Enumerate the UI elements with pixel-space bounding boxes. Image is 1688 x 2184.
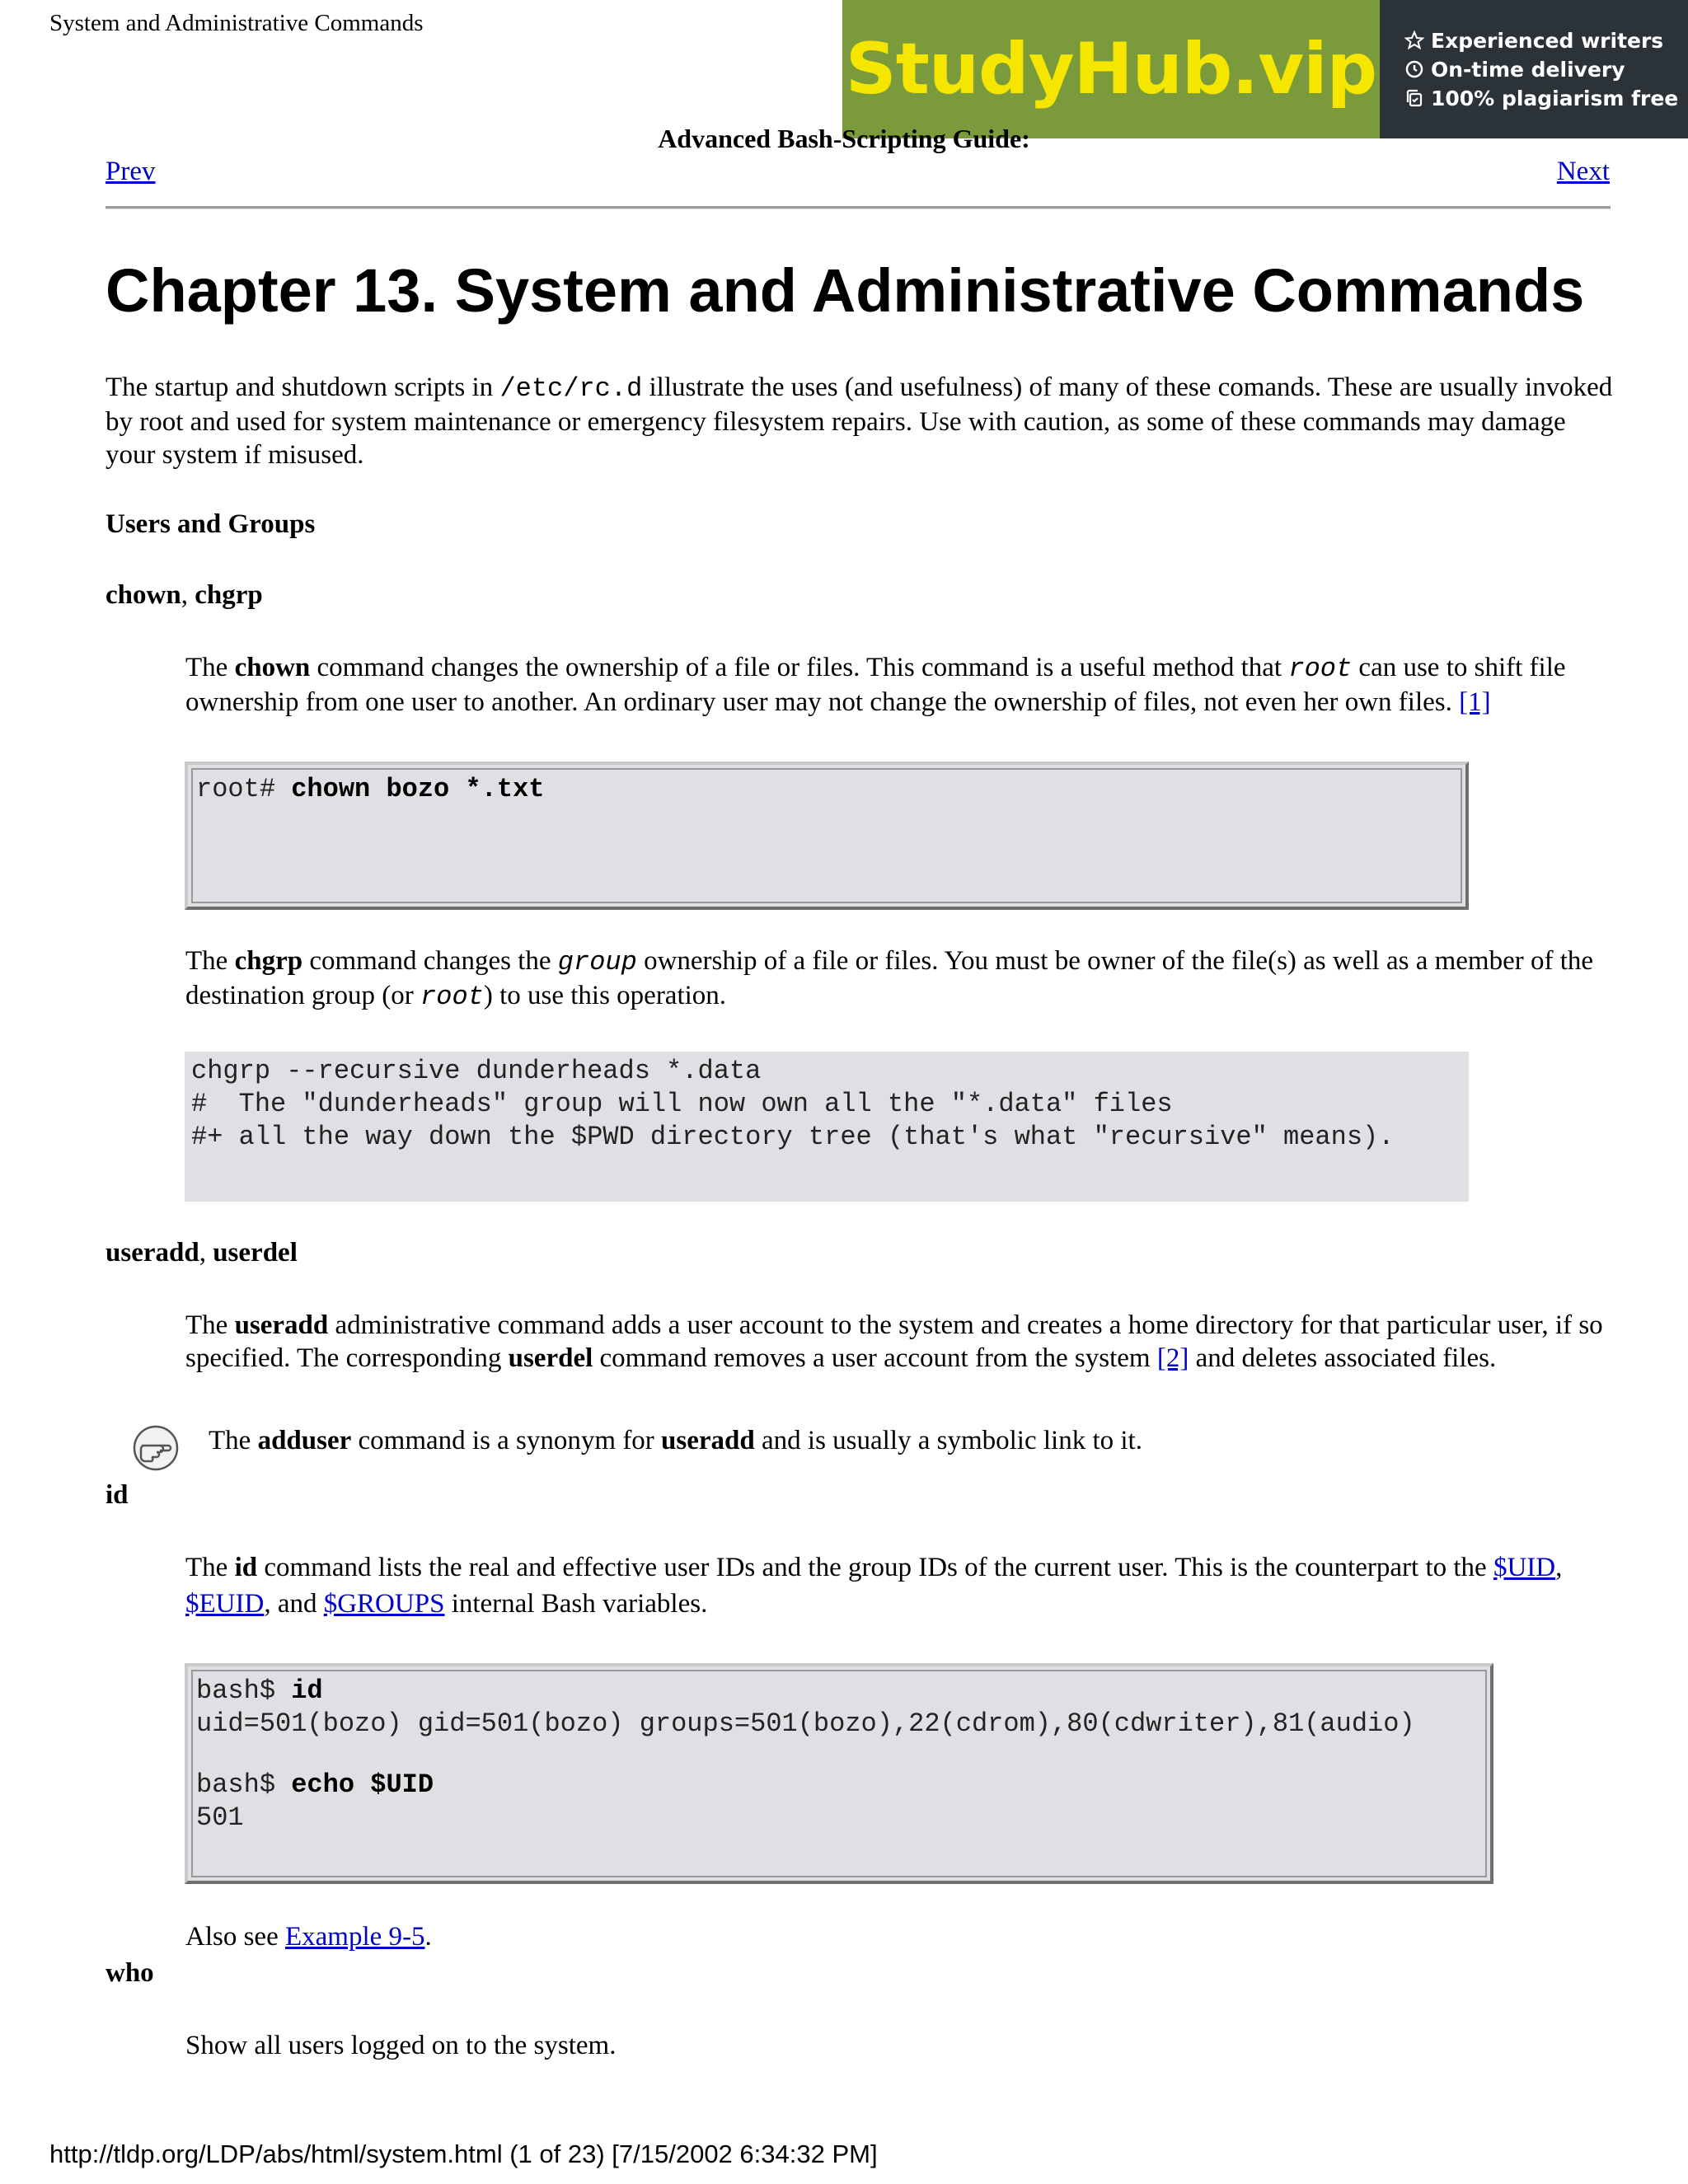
guide-title: Advanced Bash-Scripting Guide: [658, 124, 1030, 153]
path-code: /etc/rc.d [499, 373, 643, 404]
id-code-block: bash$ id uid=501(bozo) gid=501(bozo) groups=501(bozo),22(cdrom),80(cdwriter),81(audio) bash$ echo $UID 501 [185, 1663, 1493, 1884]
promo-banner[interactable] [842, 0, 1688, 138]
promo-feature [1404, 87, 1688, 110]
also-see-paragraph: Also see Example 9-5. [185, 1922, 432, 1952]
note-hand-icon [132, 1424, 180, 1472]
footer-url: http://tldp.org/LDP/abs/html/system.html (1 of 23) [7/15/2002 6:34:32 PM] [49, 2139, 878, 2168]
uid-link[interactable]: $UID [1493, 1553, 1556, 1582]
intro-paragraph: The startup and shutdown scripts in /etc/rc.d illustrate the uses (and usefulness) of many of these comands. These are usually invoked by root and used for system maintenance or emergency filesystem repairs. Use with caution, as some of these commands may damage your system if misused. [106, 373, 1613, 470]
chapter-title: Chapter 13. System and Administrative Commands [106, 256, 1585, 325]
term-who: who [106, 1958, 154, 1988]
note-text: The adduser command is a synonym for useradd and is usually a symbolic link to it. [209, 1426, 1142, 1455]
euid-link[interactable]: $EUID [185, 1589, 265, 1619]
clock-icon [1404, 59, 1424, 79]
promo-brand-logo: StudyHub.vip [845, 28, 1377, 110]
chown-description: The chown command changes the ownership of a file or files. This command is a useful method that root can use to shift file ownership from one user to another. An ordinary user may not change the ownership of files, not even her own files. [1] [185, 653, 1566, 717]
id-description: The id command lists the real and effective user IDs and the group IDs of the current user. This is the counterpart to the $UID, $EUID, and $GROUPS internal Bash variables. [185, 1553, 1563, 1619]
promo-feature [1404, 58, 1688, 82]
term-chown-chgrp: chown, chgrp [106, 580, 263, 610]
who-description: Show all users logged on to the system. [185, 2031, 617, 2060]
useradd-description: The useradd administrative command adds a user account to the system and creates a home directory for that particular user, if so specified. The corresponding userdel command removes a user account from the system [2] and deletes associated files. [185, 1310, 1603, 1373]
promo-feature [1404, 29, 1688, 53]
star-icon [1404, 30, 1424, 50]
section-heading-users-groups: Users and Groups [106, 509, 316, 539]
chgrp-code-block: chgrp --recursive dunderheads *.data # The "dunderheads" group will now own all the "*.data" files #+ all the way down the $PWD directory tree (that's what "recursive" means). [185, 1052, 1469, 1202]
promo-feature-label: On-time delivery [1431, 57, 1625, 82]
promo-feature-label: Experienced writers [1431, 28, 1664, 53]
chgrp-description: The chgrp command changes the group ownership of a file or files. You must be owner of the file(s) as well as a member of the destination group (or root) to use this operation. [185, 946, 1594, 1012]
promo-feature-list [1380, 0, 1688, 138]
term-useradd-userdel: useradd, userdel [106, 1238, 298, 1268]
prev-link[interactable]: Prev [106, 157, 156, 186]
next-link[interactable]: Next [1556, 157, 1610, 186]
document-header-title: System and Administrative Commands [49, 10, 424, 36]
term-id: id [106, 1480, 129, 1510]
chown-code-block: root# chown bozo *.txt [185, 762, 1469, 910]
header-divider [106, 206, 1611, 209]
example-9-5-link[interactable]: Example 9-5 [284, 1922, 425, 1952]
promo-brand-area [842, 0, 1380, 138]
copy-check-icon [1404, 88, 1424, 108]
promo-feature-label: 100% plagiarism free [1431, 86, 1679, 110]
footnote-link-1[interactable]: [1] [1459, 687, 1491, 717]
footnote-link-2[interactable]: [2] [1156, 1343, 1189, 1373]
groups-link[interactable]: $GROUPS [323, 1589, 445, 1619]
